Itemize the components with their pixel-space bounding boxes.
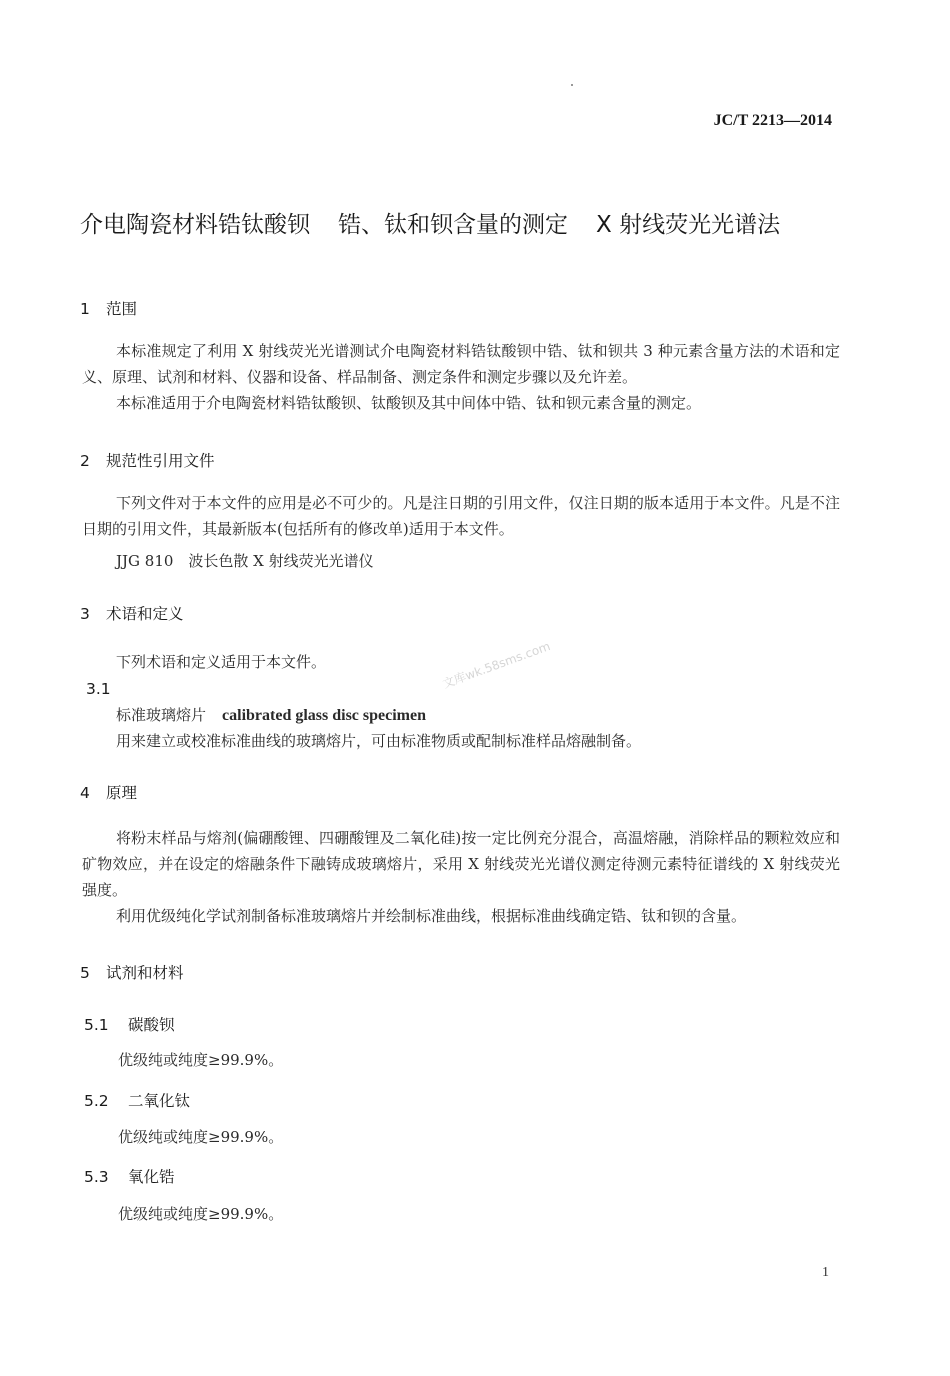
section-number: 3: [80, 605, 90, 623]
section-title: 原理: [106, 784, 138, 802]
section-title: 试剂和材料: [106, 964, 184, 982]
title-part-1: 介电陶瓷材料锆钛酸钡: [80, 212, 310, 238]
subsection-5-3-heading: [84, 1165, 175, 1187]
section-4-paragraph-2: 利用优级纯化学试剂制备标准玻璃熔片并绘制标准曲线，根据标准曲线确定锆、钛和钡的含量。: [116, 907, 747, 925]
section-1-paragraph-1: 本标准规定了利用 X 射线荧光光谱测试介电陶瓷材料锆钛酸钡中锆、钛和钡共 3 种元素含量方法的术语和定义、原理、试剂和材料、仪器和设备、样品制备、测定条件和测定步骤以及允许差。: [82, 342, 840, 386]
title-part-3: X 射线荧光光谱法: [596, 212, 781, 238]
section-4-heading: [80, 781, 137, 803]
section-4-paragraph-1: 将粉末样品与熔剂(偏硼酸锂、四硼酸锂及二氧化硅)按一定比例充分混合，高温熔融，消除样品的颗粒效应和矿物效应，并在设定的熔融条件下融铸成玻璃熔片，采用 X 射线荧光光谱仪测定待测元素特征谱线的 X 射线荧光强度。: [82, 829, 840, 899]
section-number: 2: [80, 452, 90, 470]
subsection-5-1-purity: 优级纯或纯度≥99.9%。: [118, 1051, 284, 1069]
standard-code: JC/T 2213—2014: [713, 112, 832, 129]
section-2-heading: [80, 449, 215, 471]
term-chinese: 标准玻璃熔片: [116, 706, 207, 724]
section-title: 术语和定义: [106, 605, 184, 623]
subsection-title: 氧化锆: [128, 1168, 175, 1186]
page-number: 1: [822, 1265, 829, 1280]
section-3-heading: [80, 602, 184, 624]
term-definition: 用来建立或校准标准曲线的玻璃熔片，可由标准物质或配制标准样品熔融制备。: [116, 732, 642, 750]
subsection-5-2-heading: [84, 1089, 190, 1111]
section-number: 4: [80, 784, 90, 802]
section-title: 规范性引用文件: [106, 452, 215, 470]
subsection-number: 5.3: [84, 1168, 109, 1186]
subsection-number: 5.1: [84, 1016, 109, 1034]
subsection-5-3-purity: 优级纯或纯度≥99.9%。: [118, 1205, 284, 1223]
section-title: 范围: [106, 300, 138, 318]
subsection-3-1-number: 3.1: [86, 680, 111, 698]
subsection-title: 二氧化钛: [128, 1092, 191, 1110]
title-part-2: 锆、钛和钡含量的测定: [338, 212, 568, 238]
section-1-paragraph-2: 本标准适用于介电陶瓷材料锆钛酸钡、钛酸钡及其中间体中锆、钛和钡元素含量的测定。: [116, 394, 702, 412]
section-3-paragraph-1: 下列术语和定义适用于本文件。: [116, 653, 327, 671]
section-1-heading: [80, 297, 137, 319]
section-2-paragraph-1: 下列文件对于本文件的应用是必不可少的。凡是注日期的引用文件，仅注日期的版本适用于本文件。凡是不注日期的引用文件，其最新版本(包括所有的修改单)适用于本文件。: [82, 494, 840, 538]
subsection-number: 5.2: [84, 1092, 109, 1110]
watermark: 文库wk.58sms.com: [440, 639, 553, 692]
section-5-heading: [80, 961, 184, 983]
subsection-5-1-heading: [84, 1013, 175, 1035]
term-entry: [116, 704, 426, 725]
term-english: calibrated glass disc specimen: [222, 707, 427, 724]
section-number: 5: [80, 964, 90, 982]
subsection-title: 碳酸钡: [128, 1016, 175, 1034]
subsection-5-2-purity: 优级纯或纯度≥99.9%。: [118, 1128, 284, 1146]
document-title: [80, 206, 840, 239]
scan-speck: [571, 84, 573, 86]
section-number: 1: [80, 300, 90, 318]
normative-reference: JJG 810 波长色散 X 射线荧光光谱仪: [116, 552, 374, 570]
